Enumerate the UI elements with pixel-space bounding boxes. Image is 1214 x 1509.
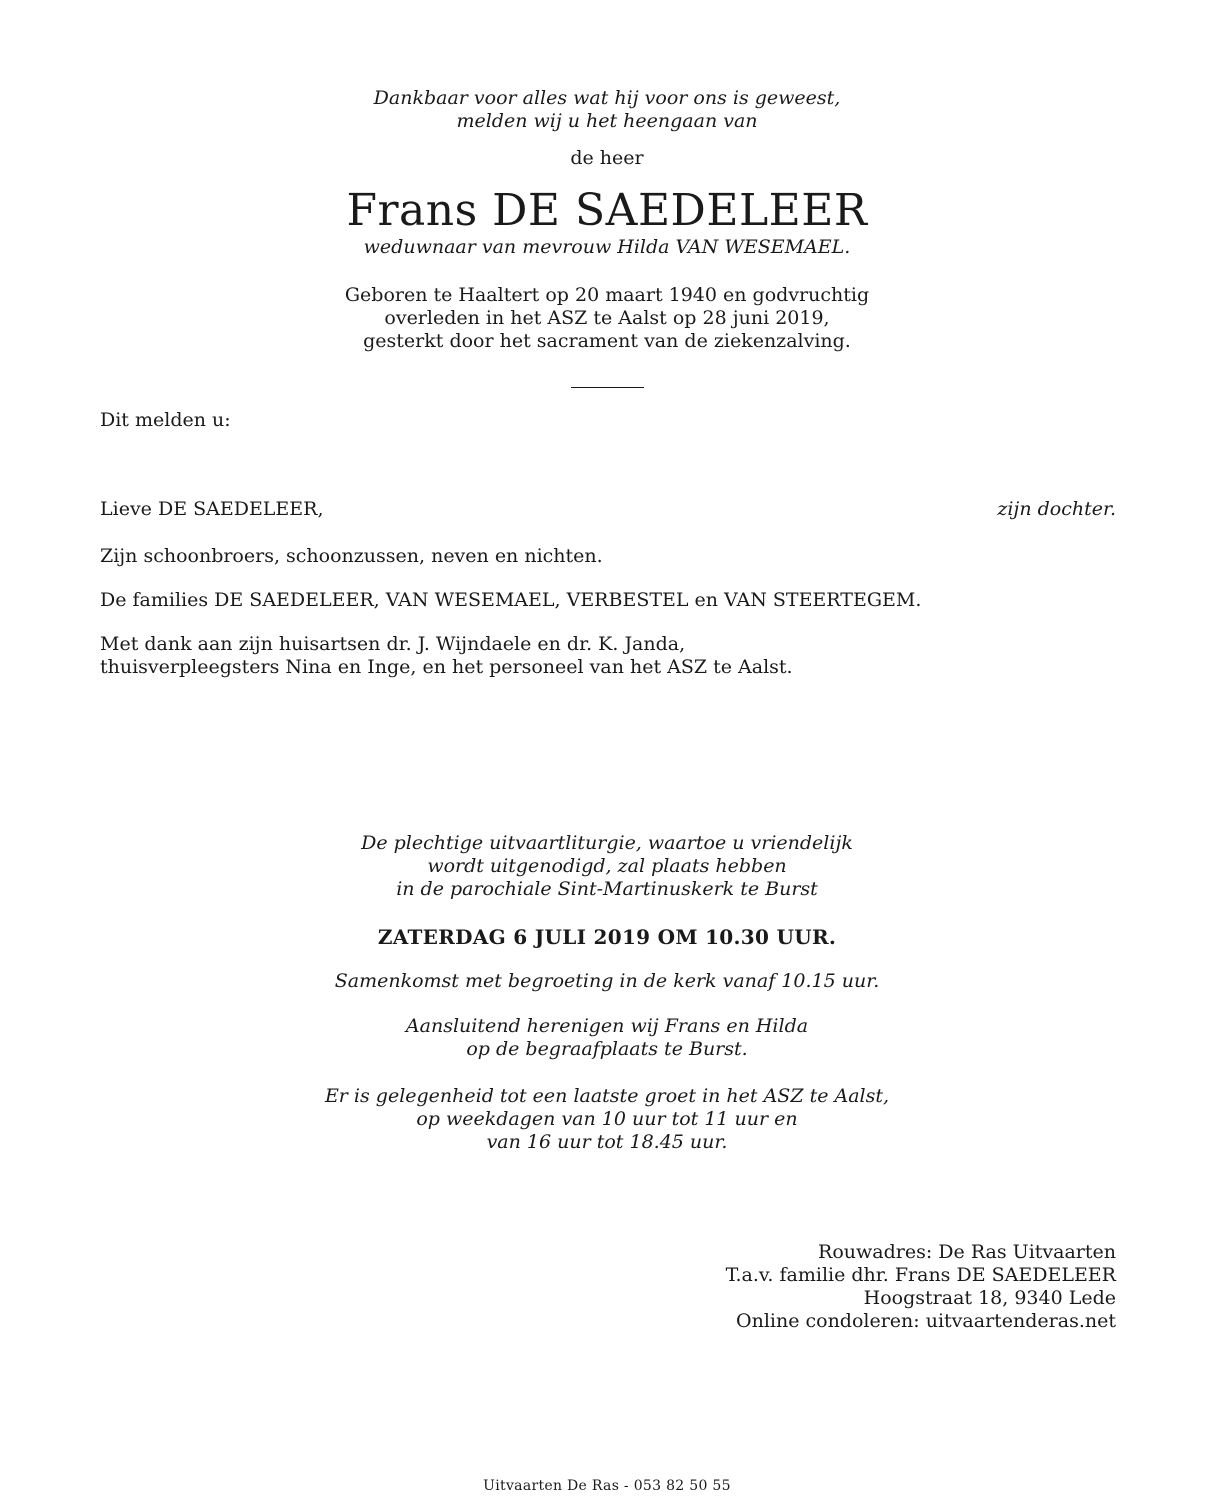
divider — [571, 387, 644, 388]
gathering-line: Samenkomst met begroeting in de kerk vanaf 10.15 uur. — [334, 970, 880, 992]
deceased-name: Frans DE SAEDELEER — [346, 185, 868, 236]
salutation: de heer — [570, 147, 644, 169]
mourning-address — [726, 1241, 1116, 1333]
address-line: T.a.v. familie dhr. Frans DE SAEDELEER — [725, 1264, 1116, 1286]
in-laws-line: Zijn schoonbroers, schoonzussen, neven en nichten. — [100, 545, 603, 567]
invitation-line: wordt uitgenodigd, zal plaats hebben — [427, 855, 787, 877]
announcers-heading: Dit melden u: — [100, 409, 231, 431]
address-line: Hoogstraat 18, 9340 Lede — [863, 1287, 1116, 1309]
burial-line: op de begraafplaats te Burst. — [466, 1038, 748, 1060]
invitation-line: in de parochiale Sint-Martinuskerk te Burst — [396, 878, 818, 900]
thanks-text — [100, 633, 793, 679]
invitation-line: De plechtige uitvaartliturgie, waartoe u vriendelijk — [361, 832, 853, 854]
thanks-line: Met dank aan zijn huisartsen dr. J. Wijndaele en dr. K. Janda, — [100, 633, 686, 655]
farewell-line: Er is gelegenheid tot een laatste groet in het ASZ te Aalst, — [324, 1085, 890, 1107]
birth-death-line: gesterkt door het sacrament van de ziekenzalving. — [363, 330, 851, 352]
address-line: Rouwadres: De Ras Uitvaarten — [818, 1241, 1116, 1263]
footer-text: Uitvaarten De Ras - 053 82 50 55 — [483, 1478, 731, 1494]
farewell-line: van 16 uur tot 18.45 uur. — [486, 1131, 728, 1153]
burial-text — [0, 1015, 1214, 1061]
funeral-datetime: ZATERDAG 6 JULI 2019 OM 10.30 UUR. — [377, 925, 837, 949]
farewell-text — [0, 1085, 1214, 1154]
widower-line: weduwnaar van mevrouw Hilda VAN WESEMAEL. — [363, 236, 851, 258]
birth-death-line: Geboren te Haaltert op 20 maart 1940 en godvruchtig — [344, 284, 870, 306]
burial-line: Aansluitend herenigen wij Frans en Hilda — [405, 1015, 809, 1037]
intro-text — [0, 87, 1214, 133]
intro-line: melden wij u het heengaan van — [456, 110, 758, 132]
birth-death-text — [0, 284, 1214, 353]
address-line: Online condoleren: uitvaartenderas.net — [736, 1310, 1116, 1332]
daughter-name: Lieve DE SAEDELEER, — [100, 498, 324, 520]
intro-line: Dankbaar voor alles wat hij voor ons is geweest, — [373, 87, 841, 109]
invitation-text — [0, 832, 1214, 901]
families-line: De families DE SAEDELEER, VAN WESEMAEL, VERBESTEL en VAN STEERTEGEM. — [100, 589, 922, 611]
farewell-line: op weekdagen van 10 uur tot 11 uur en — [416, 1108, 798, 1130]
thanks-line: thuisverpleegsters Nina en Inge, en het personeel van het ASZ te Aalst. — [100, 656, 793, 678]
birth-death-line: overleden in het ASZ te Aalst op 28 juni 2019, — [384, 307, 830, 329]
daughter-role: zijn dochter. — [997, 498, 1116, 520]
